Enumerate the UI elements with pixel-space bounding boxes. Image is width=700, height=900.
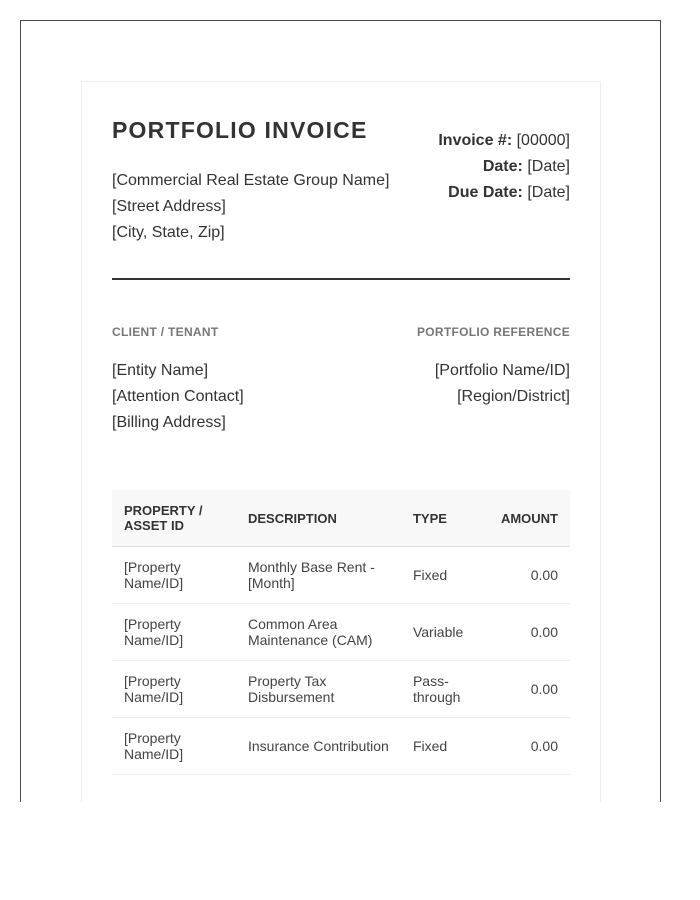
table-row <box>112 547 570 604</box>
client-block <box>112 358 244 436</box>
cell-description: Common Area Maintenance (CAM) <box>236 604 401 661</box>
portfolio-heading: PORTFOLIO REFERENCE <box>416 325 570 339</box>
cell-type: Variable <box>401 604 489 661</box>
client-billing-address: [Billing Address] <box>112 414 226 431</box>
cell-property: [Property Name/ID] <box>112 661 236 718</box>
client-entity-name: [Entity Name] <box>112 362 209 379</box>
portfolio-block <box>435 358 570 410</box>
cell-amount: 0.00 <box>489 718 570 775</box>
invoice-number-label: Invoice #: <box>438 132 513 149</box>
column-header-property: PROPERTY / ASSET ID <box>112 490 236 547</box>
due-date-label: Due Date: <box>448 184 523 201</box>
cell-amount: 0.00 <box>489 547 570 604</box>
column-header-amount: AMOUNT <box>489 490 570 547</box>
column-header-type: TYPE <box>401 490 489 547</box>
invoice-number-row <box>438 128 570 154</box>
table-row <box>112 661 570 718</box>
company-name: [Commercial Real Estate Group Name] <box>112 172 390 189</box>
cell-amount: 0.00 <box>489 661 570 718</box>
company-street: [Street Address] <box>112 198 226 215</box>
portfolio-region: [Region/District] <box>457 388 570 405</box>
cell-description: Monthly Base Rent - [Month] <box>236 547 401 604</box>
table-row <box>112 718 570 775</box>
invoice-date-value: [Date] <box>527 158 570 175</box>
line-items-table <box>112 490 570 775</box>
cell-type: Pass-through <box>401 661 489 718</box>
invoice-date-label: Date: <box>482 158 523 175</box>
company-city: [City, State, Zip] <box>112 224 225 241</box>
cell-property: [Property Name/ID] <box>112 718 236 775</box>
cell-property: [Property Name/ID] <box>112 604 236 661</box>
invoice-meta <box>438 128 570 206</box>
invoice-date-row <box>438 154 570 180</box>
due-date-row <box>438 180 570 206</box>
client-heading: CLIENT / TENANT <box>112 325 219 339</box>
company-block <box>112 168 389 246</box>
header-divider <box>112 278 570 280</box>
invoice-number-value: [00000] <box>516 132 570 149</box>
cell-amount: 0.00 <box>489 604 570 661</box>
invoice-title: PORTFOLIO INVOICE <box>112 117 368 143</box>
portfolio-name: [Portfolio Name/ID] <box>434 362 570 379</box>
cell-property: [Property Name/ID] <box>112 547 236 604</box>
table-header-row <box>112 490 570 547</box>
column-header-description: DESCRIPTION <box>236 490 401 547</box>
due-date-value: [Date] <box>527 184 570 201</box>
cell-description: Insurance Contribution <box>236 718 401 775</box>
cell-type: Fixed <box>401 718 489 775</box>
client-attention-contact: [Attention Contact] <box>112 388 244 405</box>
cell-type: Fixed <box>401 547 489 604</box>
cell-description: Property Tax Disbursement <box>236 661 401 718</box>
table-row <box>112 604 570 661</box>
